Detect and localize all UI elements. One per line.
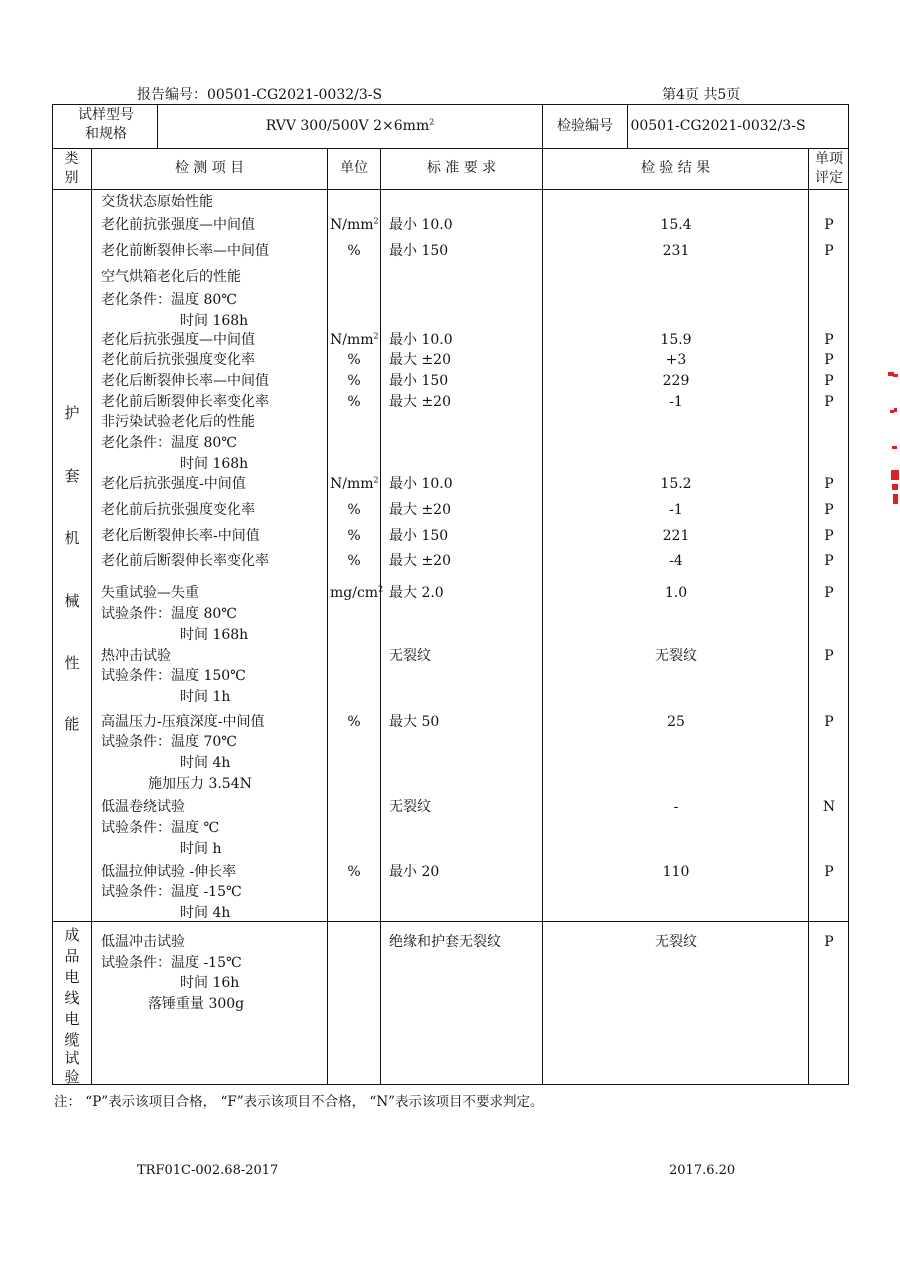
result-cell (545, 241, 807, 261)
test-item (101, 882, 242, 902)
standard-cell-text: 无裂纹 (389, 799, 431, 815)
test-item (101, 797, 185, 817)
col-standard: 标 准 要 求 (426, 160, 497, 176)
test-item-text: 老化前后抗张强度变化率 (101, 352, 255, 368)
test-item-text: 老化前抗张强度—中间值 (101, 217, 255, 233)
unit-sup: 2 (373, 331, 379, 341)
divider (808, 148, 809, 1085)
test-item (101, 839, 221, 859)
model-value-text: RVV 300/500V 2×6mm (265, 118, 430, 134)
test-item (101, 583, 199, 603)
result-cell (545, 551, 807, 571)
test-item-text: 交货状态原始性能 (101, 194, 213, 210)
model-value-sup: 2 (429, 117, 435, 127)
category-char: 机 (64, 529, 80, 547)
result-cell (545, 392, 807, 412)
form-number: TRF01C-002.68-2017 (137, 1163, 279, 1178)
standard-cell-text: 绝缘和护套无裂纹 (389, 934, 501, 950)
test-item-text: 老化条件：温度 80℃ (101, 435, 237, 451)
result-cell (545, 371, 807, 391)
unit-cell-text: % (347, 394, 361, 410)
result-cell (545, 583, 807, 603)
eval-cell (812, 862, 846, 882)
divider (91, 148, 92, 1085)
result-cell (545, 646, 807, 666)
test-item-text: 高温压力-压痕深度-中间值 (101, 714, 265, 730)
col-eval (809, 150, 849, 188)
test-item-text: 试验条件：温度 ℃ (101, 820, 220, 836)
category-char: 验 (64, 1068, 80, 1086)
result-cell (545, 330, 807, 350)
eval-cell-text: P (824, 217, 834, 233)
category-char: 械 (64, 592, 80, 610)
eval-cell (812, 371, 846, 391)
result-cell-text: 15.2 (660, 476, 692, 492)
result-cell-text: 1.0 (664, 585, 688, 601)
standard-cell (389, 241, 448, 261)
test-item (101, 732, 237, 752)
eval-cell-text: P (824, 864, 834, 880)
divider (52, 189, 849, 190)
eval-cell-text: P (824, 934, 834, 950)
result-cell (545, 526, 807, 546)
eval-cell (812, 215, 846, 235)
test-item (101, 433, 237, 453)
test-item-text: 老化后抗张强度-中间值 (101, 476, 246, 492)
category-char: 线 (64, 989, 80, 1007)
test-item (101, 625, 248, 645)
result-cell (545, 500, 807, 520)
standard-cell-text: 最大 ±20 (389, 352, 451, 368)
category-char: 缆 (64, 1031, 80, 1049)
test-item-text: 试验条件：温度 150℃ (101, 668, 246, 684)
unit-cell-text: mg/cm (330, 585, 379, 601)
standard-cell-text: 最小 20 (389, 864, 440, 880)
unit-sup: 2 (373, 216, 379, 226)
eval-cell-text: P (824, 476, 834, 492)
result-cell (545, 350, 807, 370)
unit-cell-text: % (347, 864, 361, 880)
col-result: 检 验 结 果 (640, 160, 711, 176)
unit-cell-text: % (347, 373, 361, 389)
result-cell-text: 无裂纹 (655, 648, 697, 664)
page-info: 第4页 共5页 (662, 87, 741, 103)
test-item-text: 老化后抗张强度—中间值 (101, 332, 255, 348)
eval-cell (812, 583, 846, 603)
unit-cell-text: % (347, 714, 361, 730)
test-item-text: 时间 1h (180, 689, 231, 705)
test-item (101, 818, 219, 838)
standard-cell-text: 最小 150 (389, 243, 449, 259)
unit-cell-text: % (347, 243, 361, 259)
unit-cell (330, 350, 378, 370)
test-item-text: 试验条件：温度 80℃ (101, 606, 237, 622)
unit-cell-text: % (347, 553, 361, 569)
unit-cell (330, 392, 378, 412)
test-item-text: 施加压力 3.54N (148, 776, 252, 792)
col-eval-line2: 评定 (815, 170, 843, 186)
test-item-text: 老化前后抗张强度变化率 (101, 502, 255, 518)
model-label (58, 106, 154, 144)
eval-cell (812, 350, 846, 370)
eval-cell-text: P (824, 585, 834, 601)
test-item (101, 666, 246, 686)
test-item (101, 330, 255, 350)
test-item (101, 500, 255, 520)
eval-cell-text: P (824, 352, 834, 368)
result-cell (545, 712, 807, 732)
test-item (101, 526, 260, 546)
col-eval-line1: 单项 (815, 151, 843, 167)
standard-cell (389, 474, 453, 494)
eval-cell-text: P (824, 243, 834, 259)
standard-cell (389, 526, 448, 546)
test-item-text: 落锤重量 300g (148, 996, 245, 1012)
result-cell (545, 862, 807, 882)
test-item (101, 392, 269, 412)
unit-cell (330, 215, 378, 235)
standard-cell-text: 最大 ±20 (389, 553, 451, 569)
test-item-text: 时间 4h (180, 755, 231, 771)
test-item-text: 老化后断裂伸长率-中间值 (101, 528, 260, 544)
test-item (101, 953, 242, 973)
result-cell-text: 15.9 (660, 332, 692, 348)
standard-cell-text: 最小 10.0 (389, 217, 453, 233)
model-value (158, 116, 542, 136)
test-item (101, 290, 237, 310)
unit-cell (330, 330, 378, 350)
eval-cell (812, 646, 846, 666)
test-item (101, 932, 185, 952)
test-item-text: 时间 168h (180, 456, 249, 472)
standard-cell-text: 最小 150 (389, 528, 449, 544)
result-cell-text: -4 (669, 553, 683, 569)
standard-cell (389, 500, 451, 520)
inspect-value: 00501-CG2021-0032/3-S (630, 118, 806, 134)
standard-cell-text: 最大 50 (389, 714, 440, 730)
eval-cell-text: P (824, 373, 834, 389)
unit-cell-text: % (347, 352, 361, 368)
standard-cell-text: 最小 10.0 (389, 332, 453, 348)
test-item (101, 474, 246, 494)
standard-cell (389, 797, 431, 817)
result-cell (545, 474, 807, 494)
test-item (101, 753, 230, 773)
result-cell-text: -1 (669, 502, 683, 518)
standard-cell-text: 最大 ±20 (389, 394, 451, 410)
test-item-text: 试验条件：温度 -15℃ (101, 955, 242, 971)
category-char: 试 (64, 1049, 80, 1067)
unit-cell (330, 500, 378, 520)
seal-stamp (884, 370, 900, 510)
result-cell (545, 797, 807, 817)
report-number-value: 00501-CG2021-0032/3-S (207, 87, 383, 103)
col-unit: 单位 (340, 160, 368, 176)
test-item-text: 失重试验—失重 (101, 585, 199, 601)
model-label-line1: 试样型号 (78, 107, 134, 123)
unit-cell (330, 526, 378, 546)
test-item-text: 热冲击试验 (101, 648, 171, 664)
inspect-label: 检验编号 (557, 118, 613, 134)
test-item (101, 241, 269, 261)
test-item (101, 646, 171, 666)
test-item-text: 低温卷绕试验 (101, 799, 185, 815)
test-item (101, 215, 255, 235)
report-number (137, 84, 382, 104)
footnote: 注： “P”表示该项目合格， “F”表示该项目不合格， “N”表示该项目不要求判定。 (54, 1094, 544, 1110)
col-item: 检 测 项 目 (174, 160, 245, 176)
result-cell-text: - (673, 799, 679, 815)
test-item (101, 973, 239, 993)
unit-cell-text: N/mm (330, 476, 374, 492)
category-char: 套 (64, 467, 80, 485)
test-item (101, 774, 252, 794)
unit-cell (330, 583, 384, 603)
result-cell-text: +3 (665, 352, 687, 368)
test-item (101, 267, 241, 287)
test-item-text: 低温拉伸试验 -伸长率 (101, 864, 237, 880)
eval-cell (812, 932, 846, 952)
eval-cell-text: P (824, 332, 834, 348)
standard-cell (389, 712, 439, 732)
test-item-text: 时间 16h (180, 975, 240, 991)
eval-cell-text: N (822, 799, 836, 815)
category-char: 电 (64, 1010, 80, 1028)
col-category (52, 150, 91, 188)
test-item (101, 192, 213, 212)
divider (327, 148, 328, 1085)
test-item (101, 371, 269, 391)
test-item-text: 低温冲击试验 (101, 934, 185, 950)
unit-sup: 2 (378, 584, 384, 594)
test-item (101, 350, 255, 370)
eval-cell (812, 526, 846, 546)
category-char: 电 (64, 968, 80, 986)
unit-cell (330, 241, 378, 261)
test-item-text: 时间 h (180, 841, 222, 857)
result-cell-text: 无裂纹 (655, 934, 697, 950)
unit-cell (330, 712, 378, 732)
test-item (101, 712, 264, 732)
test-item-text: 老化后断裂伸长率—中间值 (101, 373, 269, 389)
unit-cell-text: N/mm (330, 332, 374, 348)
eval-cell-text: P (824, 502, 834, 518)
eval-cell (812, 500, 846, 520)
eval-cell (812, 712, 846, 732)
unit-cell (330, 551, 378, 571)
test-item-text: 非污染试验老化后的性能 (101, 414, 255, 430)
test-item (101, 311, 248, 331)
test-item (101, 454, 248, 474)
unit-sup: 2 (373, 475, 379, 485)
category-char: 护 (64, 404, 80, 422)
test-item-text: 时间 168h (180, 627, 249, 643)
standard-cell-text: 最小 150 (389, 373, 449, 389)
standard-cell-text: 最大 ±20 (389, 502, 451, 518)
test-item-text: 试验条件：温度 -15℃ (101, 884, 242, 900)
test-item-text: 老化前后断裂伸长率变化率 (101, 553, 269, 569)
model-label-line2: 和规格 (85, 126, 127, 142)
col-category-line2: 别 (64, 170, 79, 186)
unit-cell (330, 474, 378, 494)
eval-cell (812, 551, 846, 571)
col-category-line1: 类 (64, 151, 79, 167)
unit-cell-text: % (347, 502, 361, 518)
form-date: 2017.6.20 (669, 1163, 736, 1178)
test-item-text: 试验条件：温度 70℃ (101, 734, 237, 750)
category-char: 能 (64, 715, 80, 733)
eval-cell (812, 474, 846, 494)
eval-cell-text: P (824, 528, 834, 544)
eval-cell-text: P (824, 714, 834, 730)
result-cell (545, 932, 807, 952)
test-item-text: 时间 4h (180, 905, 231, 921)
result-cell (545, 215, 807, 235)
unit-cell-text: % (347, 528, 361, 544)
result-cell-text: -1 (669, 394, 683, 410)
eval-cell-text: P (824, 394, 834, 410)
unit-cell-text: N/mm (330, 217, 374, 233)
test-item (101, 412, 255, 432)
eval-cell (812, 392, 846, 412)
standard-cell (389, 583, 444, 603)
category-char: 成 (64, 926, 80, 944)
standard-cell-text: 无裂纹 (389, 648, 431, 664)
result-cell-text: 229 (662, 373, 690, 389)
standard-cell (389, 551, 451, 571)
test-item-text: 老化前后断裂伸长率变化率 (101, 394, 269, 410)
standard-cell (389, 350, 451, 370)
test-item (101, 551, 269, 571)
result-cell-text: 25 (667, 714, 685, 730)
test-item (101, 903, 230, 923)
category-char: 性 (64, 654, 80, 672)
test-item-text: 老化条件：温度 80℃ (101, 292, 237, 308)
test-item-text: 老化前断裂伸长率—中间值 (101, 243, 269, 259)
report-number-label: 报告编号： (137, 87, 207, 103)
test-item (101, 994, 244, 1014)
result-cell-text: 15.4 (660, 217, 692, 233)
test-item (101, 862, 236, 882)
test-item-text: 空气烘箱老化后的性能 (101, 269, 241, 285)
unit-cell (330, 371, 378, 391)
standard-cell (389, 646, 431, 666)
unit-cell (330, 862, 378, 882)
standard-cell (389, 330, 453, 350)
standard-cell (389, 862, 439, 882)
eval-cell (812, 241, 846, 261)
standard-cell (389, 932, 501, 952)
category-char: 品 (64, 947, 80, 965)
eval-cell-text: P (824, 648, 834, 664)
result-cell-text: 221 (662, 528, 690, 544)
eval-cell (812, 797, 846, 817)
standard-cell-text: 最大 2.0 (389, 585, 444, 601)
result-cell-text: 231 (662, 243, 690, 259)
standard-cell (389, 392, 451, 412)
eval-cell (812, 330, 846, 350)
standard-cell-text: 最小 10.0 (389, 476, 453, 492)
standard-cell (389, 215, 453, 235)
divider (542, 148, 543, 1085)
divider (378, 148, 384, 1085)
standard-cell (389, 371, 448, 391)
test-item (101, 604, 237, 624)
divider (52, 148, 849, 149)
result-cell-text: 110 (662, 864, 690, 880)
test-item-text: 时间 168h (180, 313, 249, 329)
eval-cell-text: P (824, 553, 834, 569)
test-item (101, 687, 230, 707)
